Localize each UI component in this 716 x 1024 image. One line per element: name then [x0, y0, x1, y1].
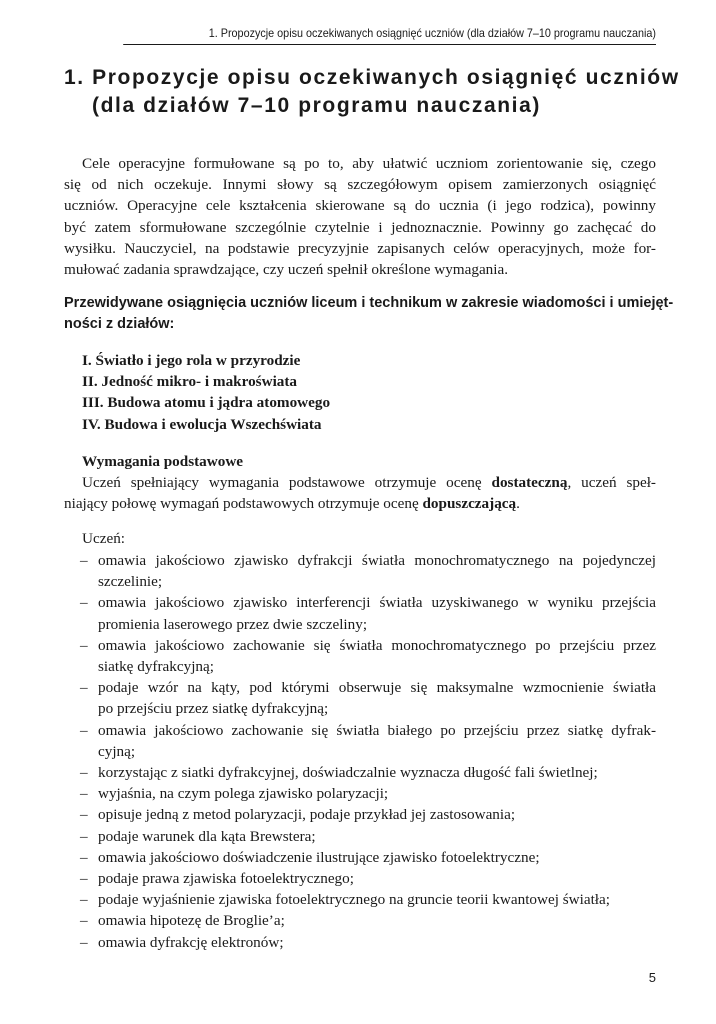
dash-bullet: –: [80, 679, 88, 697]
intro-paragraph: [64, 153, 656, 280]
list-item-text: opisuje jedną z metod polaryzacji, podaje przykład jej zastosowania;: [98, 806, 516, 824]
part-item: III. Budowa atomu i jądra atomowego: [82, 394, 331, 412]
requirements-text: , uczeń speł-: [567, 474, 656, 492]
requirements-list: [64, 550, 656, 953]
list-item-text: omawia jakościowo zachowanie się światła monochromatycznego po przejściu przez: [98, 636, 656, 654]
list-item-text: korzystając z siatki dyfrakcyjnej, doświadczalnie wyznacza długość fali świetlnej;: [98, 764, 598, 782]
list-item-text-cont: siatkę dyfrakcyjną;: [98, 658, 214, 676]
parts-list: [82, 350, 330, 435]
intro-line: uczniów. Operacyjne cele kształcenia skierowane są do ucznia (i jego rodzica), powinny: [64, 197, 656, 215]
intro-line: mułować zadania sprawdzające, czy uczeń spełnił określone wymagania.: [64, 261, 509, 279]
dash-bullet: –: [80, 870, 88, 888]
section-heading-line-2: ności z działów:: [64, 316, 175, 332]
section-heading-line-1: Przewidywane osiągnięcia uczniów liceum i technikum w zakresie wiadomości i umiejęt-: [64, 295, 674, 311]
list-item-text-cont: po przejściu przez siatkę dyfrakcyjną;: [98, 700, 329, 718]
dash-bullet: –: [80, 764, 88, 782]
list-item-text-cont: promienia laserowego przez dwie szczeliny;: [98, 615, 368, 633]
dash-bullet: –: [80, 912, 88, 930]
requirements-text: Uczeń spełniający wymagania podstawowe otrzymuje ocenę: [82, 474, 492, 492]
list-item-text: omawia hipotezę de Broglie’a;: [98, 912, 285, 930]
list-item-text: omawia dyfrakcję elektronów;: [98, 933, 284, 951]
requirements-text: niający połowę wymagań podstawowych otrzymuje ocenę: [64, 495, 423, 513]
dash-bullet: –: [80, 636, 88, 654]
list-item: [64, 804, 656, 825]
dash-bullet: –: [80, 933, 88, 951]
part-item: II. Jedność mikro- i makroświata: [82, 373, 298, 391]
dash-bullet: –: [80, 594, 88, 612]
list-item: [64, 826, 656, 847]
dash-bullet: –: [80, 848, 88, 866]
dash-bullet: –: [80, 721, 88, 739]
intro-line: Cele operacyjne formułowane są po to, aby ułatwić uczniom zorientowanie się, czego: [82, 155, 656, 172]
list-item: [64, 847, 656, 868]
dash-bullet: –: [80, 552, 88, 569]
grade-acceptable: dopuszczającą: [422, 495, 517, 513]
part-item: I. Światło i jego rola w przyrodzie: [82, 352, 301, 369]
list-item-text: podaje wyjaśnienie zjawiska fotoelektrycznego na gruncie teorii kwantowej światła;: [98, 891, 610, 909]
list-item: [64, 889, 656, 910]
requirements-title: Wymagania podstawowe: [82, 453, 244, 470]
list-item-text-cont: szczelinie;: [98, 573, 163, 591]
list-item-text: omawia jakościowo zachowanie się światła białego po przejściu przez siatkę dyfrak-: [98, 721, 656, 739]
intro-line: być zatem sformułowane szczególnie czytelnie i jednoznacznie. Powinny go zachęcać do: [64, 218, 656, 236]
list-item: [64, 550, 656, 592]
requirements-line-2: [64, 493, 656, 514]
student-label: Uczeń:: [82, 530, 126, 547]
list-item: [64, 932, 656, 953]
list-item-text: omawia jakościowo zjawisko interferencji światła uzyskiwanego w wyniku przejścia: [98, 594, 656, 612]
chapter-title-line-1: 1. Propozycje opisu oczekiwanych osiągnięć uczniów: [64, 66, 680, 89]
list-item: [64, 677, 656, 719]
list-item-text: podaje wzór na kąty, pod którymi obserwuje się maksymalne wzmocnienie światła: [98, 679, 656, 697]
requirements-line-1: [64, 472, 656, 493]
section-heading: [64, 293, 674, 335]
dash-bullet: –: [80, 806, 88, 824]
list-item: [64, 720, 656, 762]
list-item: [64, 910, 656, 931]
chapter-title-line-2: (dla działów 7–10 programu nauczania): [92, 94, 541, 117]
list-item: [64, 635, 656, 677]
dash-bullet: –: [80, 891, 88, 909]
running-head: 1. Propozycje opisu oczekiwanych osiągnięć uczniów (dla działów 7–10 programu nauczania): [123, 26, 656, 45]
list-item-text: omawia jakościowo doświadczenie ilustrujące zjawisko fotoelektryczne;: [98, 848, 540, 866]
page-number: 5: [648, 970, 656, 985]
requirements-block: [64, 451, 656, 515]
list-item: [64, 762, 656, 783]
list-item-text: podaje prawa zjawiska fotoelektrycznego;: [98, 870, 354, 888]
list-item-text: omawia jakościowo zjawisko dyfrakcji światła monochromatycznego na pojedynczej: [98, 552, 656, 569]
requirements-text: .: [516, 495, 520, 513]
list-item: [64, 868, 656, 889]
list-item: [64, 592, 656, 634]
part-item: IV. Budowa i ewolucja Wszechświata: [82, 415, 322, 433]
list-item-text-cont: cyjną;: [98, 742, 136, 760]
dash-bullet: –: [80, 785, 88, 803]
list-item-text: wyjaśnia, na czym polega zjawisko polaryzacji;: [98, 785, 389, 803]
list-item-text: podaje warunek dla kąta Brewstera;: [98, 827, 316, 845]
chapter-title: [64, 64, 684, 120]
list-item: [64, 783, 656, 804]
grade-sufficient: dostateczną: [491, 474, 568, 492]
intro-line: wysiłku. Nauczyciel, na podstawie precyzyjnie zapisanych celów operacyjnych, może for-: [64, 239, 656, 257]
dash-bullet: –: [80, 827, 88, 845]
intro-line: się od nich oczekuje. Innymi słowy są szczegółowym opisem zamierzonych osiągnięć: [64, 176, 656, 194]
